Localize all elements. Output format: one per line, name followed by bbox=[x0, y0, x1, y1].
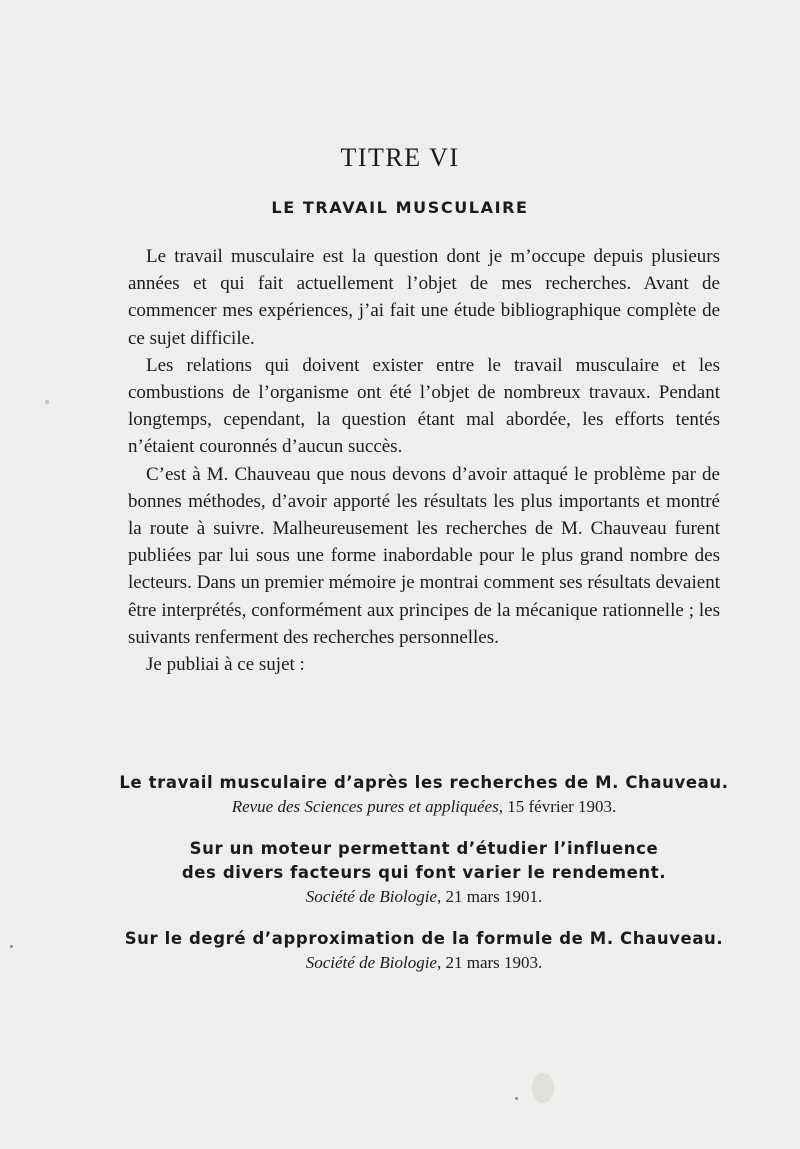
publication-source bbox=[118, 795, 730, 819]
publication-source bbox=[118, 951, 730, 975]
publication-title: Sur un moteur permettant d’étudier l’influence bbox=[189, 839, 659, 858]
publication-title: Le travail musculaire d’après les recherches de M. Chauveau. bbox=[119, 773, 729, 792]
publication-date: , 21 mars 1903. bbox=[436, 953, 543, 972]
paper-speck bbox=[532, 1073, 554, 1103]
publication-date: , 21 mars 1901. bbox=[436, 887, 543, 906]
paper-speck bbox=[10, 945, 13, 948]
publication-title: des divers facteurs qui font varier le rendement. bbox=[181, 863, 667, 882]
journal-name: Revue des Sciences pures et appliquées bbox=[231, 797, 499, 816]
body-text bbox=[128, 243, 720, 678]
publication-entry bbox=[118, 771, 730, 819]
publication-entry bbox=[118, 927, 730, 975]
paper-speck bbox=[45, 400, 49, 404]
chapter-subtitle: LE TRAVAIL MUSCULAIRE bbox=[271, 198, 529, 217]
paragraph: Les relations qui doivent exister entre le travail musculaire et les combustions de l’organisme ont été l’objet de nombreux travaux. Pendant longtemps, cependant, la question étant mal abordée, les efforts tentés n’étaient couronnés d’aucun succès. bbox=[128, 354, 720, 458]
publication-date: , 15 février 1903. bbox=[498, 797, 617, 816]
paper-speck bbox=[515, 1097, 518, 1100]
paragraph: Je publiai à ce sujet : bbox=[146, 654, 305, 676]
journal-name: Société de Biologie bbox=[305, 887, 437, 906]
publication-list bbox=[118, 771, 730, 993]
journal-name: Société de Biologie bbox=[305, 953, 437, 972]
paragraph: C’est à M. Chauveau que nous devons d’avoir attaqué le problème par de bonnes méthodes, d’avoir apporté les résultats les plus importants et montré la route à suivre. Malheureusement les recherches de M. Chauveau furent publiées par lui sous une forme inabordable pour le plus grand nombre des lecteurs. Dans un premier mémoire je montrai comment ses résultats devaient être interprétés, conformément aux principes de la mécanique rationnelle ; les suivants renferment des recherches personnelles. bbox=[128, 463, 720, 648]
publication-entry bbox=[118, 837, 730, 909]
publication-source bbox=[118, 885, 730, 909]
paragraph: Le travail musculaire est la question dont je m’occupe depuis plusieurs années et qui fait actuellement l’objet de mes recherches. Avant de commencer mes expériences, j’ai fait une étude bibliographique complète de ce sujet difficile. bbox=[128, 246, 720, 349]
page-title: TITRE VI bbox=[340, 143, 460, 172]
publication-title: Sur le degré d’approximation de la formule de M. Chauveau. bbox=[124, 929, 724, 948]
